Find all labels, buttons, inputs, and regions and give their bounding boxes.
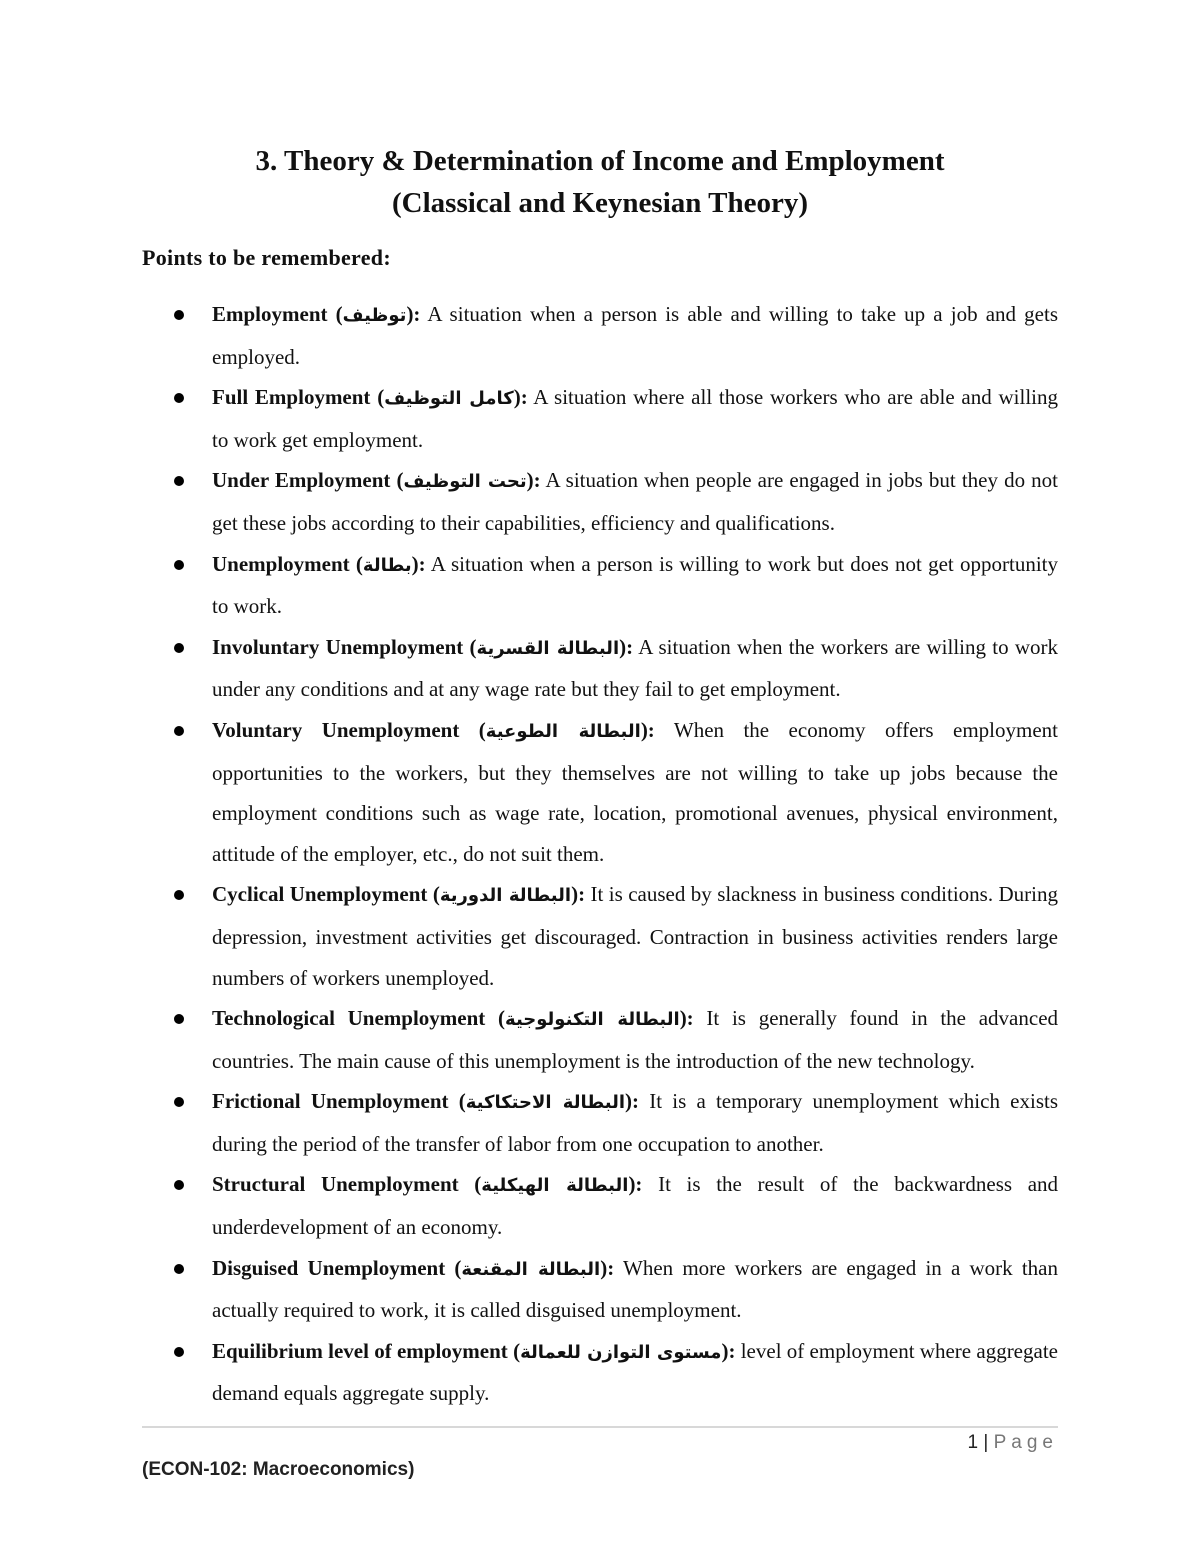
term-name: Full Employment bbox=[212, 385, 371, 410]
page-number-value: 1 bbox=[967, 1432, 979, 1453]
term-name: Technological Unemployment bbox=[212, 1006, 486, 1031]
term-arabic: مستوى التوازن للعمالة bbox=[520, 1341, 722, 1363]
definition-item bbox=[142, 998, 1058, 1081]
term-name: Employment bbox=[212, 302, 328, 326]
definition-item bbox=[142, 377, 1058, 460]
term-name: Involuntary Unemployment bbox=[212, 634, 464, 659]
bullet-icon bbox=[174, 1014, 184, 1024]
definition-term: Disguised Unemployment (البطالة المقنعة): bbox=[212, 1255, 615, 1280]
term-arabic: البطالة الدورية bbox=[439, 885, 572, 907]
bullet-icon bbox=[174, 1097, 184, 1107]
page-subtitle: (Classical and Keynesian Theory) bbox=[392, 187, 808, 219]
definition-term: Employment (توظيف): bbox=[212, 302, 421, 326]
definition-item bbox=[142, 627, 1058, 710]
definition-term: Voluntary Unemployment (البطالة الطوعية): bbox=[212, 717, 655, 742]
term-arabic: كامل التوظيف bbox=[384, 388, 514, 410]
bullet-icon bbox=[174, 1347, 184, 1357]
definition-text: A situation where all those workers who are able and willing to work get employment. bbox=[212, 385, 1058, 452]
term-arabic: البطالة الطوعية bbox=[485, 720, 641, 742]
definition-term: Involuntary Unemployment (البطالة القسرية): bbox=[212, 634, 634, 659]
definition-text: A situation when a person is willing to work but does not get opportunity to work. bbox=[212, 551, 1058, 619]
definition-text: When more workers are engaged in a work than actually required to work, it is called disguised unemployment. bbox=[212, 1255, 1058, 1323]
term-name: Under Employment bbox=[212, 468, 391, 493]
definition-text: It is generally found in the advanced countries. The main cause of this unemployment is the introduction of the new technology. bbox=[212, 1006, 1059, 1073]
definition-term: Unemployment (بطالة): bbox=[212, 551, 426, 576]
definition-term: Equilibrium level of employment (مستوى التوازن للعمالة): bbox=[212, 1338, 736, 1363]
definition-term: Frictional Unemployment (البطالة الاحتكاكية): bbox=[212, 1089, 640, 1114]
definition-text: A situation when the workers are willing to work under any conditions and at any wage rate but they fail to get employment. bbox=[212, 634, 1058, 702]
bullet-icon bbox=[174, 310, 184, 320]
term-arabic: توظيف bbox=[342, 305, 407, 326]
term-arabic: البطالة المقنعة bbox=[461, 1258, 601, 1280]
definition-term: Technological Unemployment (البطالة التكنولوجية): bbox=[212, 1006, 694, 1031]
term-arabic: البطالة الهيكلية bbox=[481, 1175, 629, 1197]
definition-term: Cyclical Unemployment (البطالة الدورية): bbox=[212, 882, 586, 907]
definition-item bbox=[142, 294, 1058, 377]
definition-term: Under Employment (تحت التوظيف): bbox=[212, 468, 541, 493]
definition-item bbox=[142, 544, 1058, 627]
definition-item bbox=[142, 460, 1058, 543]
section-heading: Points to be remembered: bbox=[142, 245, 391, 270]
definition-text: It is the result of the backwardness and underdevelopment of an economy. bbox=[212, 1172, 1059, 1240]
definition-text: A situation when people are engaged in jobs but they do not get these jobs according to their capabilities, efficiency and qualifications. bbox=[212, 468, 1058, 535]
term-arabic: البطالة الاحتكاكية bbox=[465, 1092, 626, 1114]
bullet-icon bbox=[174, 1180, 184, 1190]
term-name: Voluntary Unemployment bbox=[212, 717, 460, 742]
bullet-icon bbox=[174, 476, 184, 486]
definition-text: A situation when a person is able and willing to take up a job and gets employed. bbox=[212, 302, 1058, 369]
term-name: Disguised Unemployment bbox=[212, 1255, 446, 1280]
definition-item bbox=[142, 874, 1058, 998]
definition-item bbox=[142, 1164, 1058, 1247]
bullet-icon bbox=[174, 890, 184, 900]
definition-item bbox=[142, 1248, 1058, 1331]
term-arabic: البطالة القسرية bbox=[476, 637, 620, 659]
definition-text: It is caused by slackness in business conditions. During depression, investment activities get discouraged. Contraction in business activities renders large numbers of workers unemployed. bbox=[212, 882, 1059, 990]
bullet-icon bbox=[174, 1264, 184, 1274]
term-arabic: تحت التوظيف bbox=[403, 471, 527, 493]
definition-item bbox=[142, 1331, 1058, 1414]
page-label: Page bbox=[993, 1432, 1058, 1453]
definition-text: It is a temporary unemployment which exists during the period of the transfer of labor from one occupation to another. bbox=[212, 1089, 1058, 1156]
term-arabic: بطالة bbox=[362, 554, 412, 576]
term-arabic: البطالة التكنولوجية bbox=[505, 1009, 680, 1031]
definition-term: Structural Unemployment (البطالة الهيكلية): bbox=[212, 1172, 643, 1197]
definition-term: Full Employment (كامل التوظيف): bbox=[212, 385, 528, 410]
bullet-icon bbox=[174, 393, 184, 403]
definition-list bbox=[142, 294, 1058, 1414]
page-number-separator: | bbox=[983, 1432, 989, 1453]
definition-text: level of employment where aggregate demand equals aggregate supply. bbox=[212, 1338, 1058, 1406]
footer-divider bbox=[142, 1426, 1058, 1428]
definition-item bbox=[142, 710, 1058, 874]
bullet-icon bbox=[174, 643, 184, 653]
bullet-icon bbox=[174, 560, 184, 570]
definition-text: When the economy offers employment opportunities to the workers, but they themselves are not willing to take up jobs because the employment conditions such as wage rate, location, promotional avenues, physical environment, attitude of the employer, etc., do not suit them. bbox=[212, 717, 1058, 866]
page-number bbox=[968, 1432, 1058, 1454]
term-name: Equilibrium level of employment bbox=[212, 1338, 508, 1363]
definition-item bbox=[142, 1081, 1058, 1164]
term-name: Cyclical Unemployment bbox=[212, 882, 428, 907]
term-name: Unemployment bbox=[212, 551, 350, 576]
course-footer: (ECON-102: Macroeconomics) bbox=[142, 1459, 415, 1480]
term-name: Structural Unemployment bbox=[212, 1172, 459, 1197]
bullet-icon bbox=[174, 726, 184, 736]
page-title: 3. Theory & Determination of Income and Employment bbox=[255, 145, 945, 177]
term-name: Frictional Unemployment bbox=[212, 1089, 449, 1114]
